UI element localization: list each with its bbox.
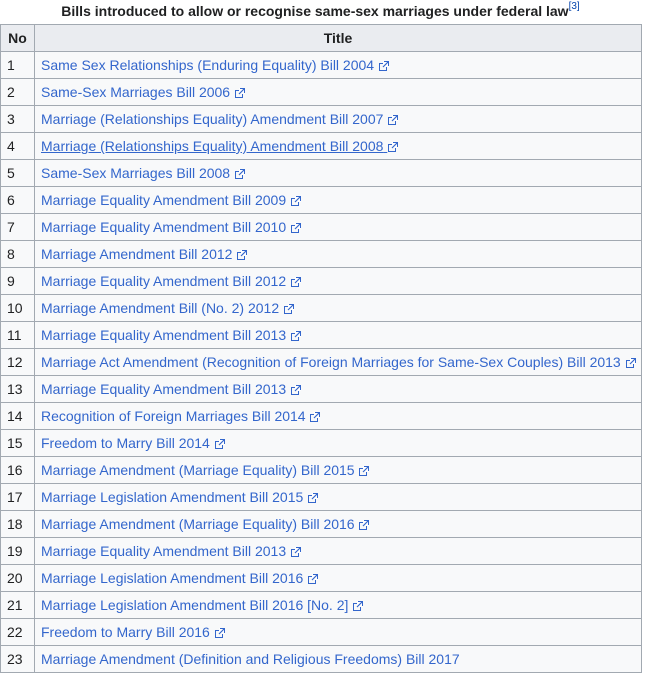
bill-title-link[interactable]: [41, 246, 247, 262]
bill-title-text: Marriage Legislation Amendment Bill 2016: [41, 570, 304, 586]
bill-number-cell: 4: [1, 133, 35, 160]
bill-title-text: Marriage Equality Amendment Bill 2012: [41, 273, 287, 289]
bill-title-cell: [35, 565, 642, 592]
bill-title-cell: [35, 619, 642, 646]
table-caption: [0, 0, 641, 24]
bill-title-cell: [35, 430, 642, 457]
table-row: [1, 79, 642, 106]
table-row: [1, 403, 642, 430]
bill-number-cell: 13: [1, 376, 35, 403]
bill-title-text: Marriage Equality Amendment Bill 2013: [41, 327, 287, 343]
column-header-title[interactable]: Title: [35, 25, 642, 52]
bill-title-cell: [35, 268, 642, 295]
external-link-icon: [291, 277, 301, 287]
table-row: [1, 565, 642, 592]
bill-title-cell: [35, 646, 642, 673]
bill-title-cell: [35, 349, 642, 376]
bill-number-cell: 19: [1, 538, 35, 565]
bill-title-link[interactable]: [41, 192, 301, 208]
external-link-icon: [359, 520, 369, 530]
table-row: [1, 241, 642, 268]
bill-title-cell: [35, 133, 642, 160]
external-link-icon: [308, 493, 318, 503]
bill-title-link[interactable]: [41, 516, 369, 532]
bill-number-cell: 15: [1, 430, 35, 457]
bill-title-cell: [35, 295, 642, 322]
bill-title-text: Marriage Act Amendment (Recognition of Foreign Marriages for Same-Sex Couples) Bill 2013: [41, 354, 621, 370]
table-row: [1, 160, 642, 187]
bill-title-text: Marriage Amendment Bill (No. 2) 2012: [41, 300, 280, 316]
bill-title-link[interactable]: [41, 489, 318, 505]
bill-title-cell: [35, 106, 642, 133]
bill-title-cell: [35, 241, 642, 268]
bill-title-text: Marriage (Relationships Equality) Amendment Bill 2008: [41, 138, 384, 154]
table-row: [1, 538, 642, 565]
bill-title-cell: [35, 187, 642, 214]
bill-title-text: Same-Sex Marriages Bill 2008: [41, 165, 231, 181]
external-link-icon: [388, 142, 398, 152]
bill-title-text: Marriage (Relationships Equality) Amendment Bill 2007: [41, 111, 384, 127]
bill-number-cell: 3: [1, 106, 35, 133]
bill-title-cell: [35, 52, 642, 79]
bill-title-link[interactable]: [41, 138, 398, 154]
bill-title-text: Marriage Legislation Amendment Bill 2015: [41, 489, 304, 505]
external-link-icon: [284, 304, 294, 314]
bill-title-cell: [35, 457, 642, 484]
bill-title-link[interactable]: [41, 111, 398, 127]
external-link-icon: [291, 547, 301, 557]
bill-number-cell: 5: [1, 160, 35, 187]
bill-title-text: Freedom to Marry Bill 2014: [41, 435, 210, 451]
bill-title-text: Marriage Equality Amendment Bill 2010: [41, 219, 287, 235]
external-link-icon: [215, 628, 225, 638]
external-link-icon: [359, 466, 369, 476]
citation-ref-link[interactable]: [3]: [568, 1, 580, 12]
bill-title-cell: [35, 322, 642, 349]
external-link-icon: [388, 115, 398, 125]
bill-title-link[interactable]: [41, 462, 369, 478]
external-link-icon: [291, 331, 301, 341]
bill-title-text: Marriage Equality Amendment Bill 2013: [41, 381, 287, 397]
bill-number-cell: 8: [1, 241, 35, 268]
table-row: [1, 295, 642, 322]
bill-title-cell: [35, 592, 642, 619]
external-link-icon: [308, 574, 318, 584]
bill-title-link[interactable]: [41, 165, 245, 181]
table-row: [1, 133, 642, 160]
bill-title-link[interactable]: [41, 408, 320, 424]
bill-title-text: Recognition of Foreign Marriages Bill 2014: [41, 408, 306, 424]
table-header-row: [1, 25, 642, 52]
external-link-icon: [215, 439, 225, 449]
bill-title-link[interactable]: [41, 435, 225, 451]
bill-title-cell: [35, 214, 642, 241]
external-link-icon: [235, 88, 245, 98]
bill-title-cell: [35, 376, 642, 403]
bill-title-cell: [35, 511, 642, 538]
bill-number-cell: 10: [1, 295, 35, 322]
bills-table: [0, 24, 642, 673]
bill-number-cell: 14: [1, 403, 35, 430]
table-row: [1, 106, 642, 133]
bill-number-cell: 11: [1, 322, 35, 349]
table-row: [1, 376, 642, 403]
bill-title-link[interactable]: [41, 57, 389, 73]
bill-title-link[interactable]: [41, 273, 301, 289]
bill-title-text: Marriage Equality Amendment Bill 2009: [41, 192, 287, 208]
table-row: [1, 619, 642, 646]
bill-number-cell: 17: [1, 484, 35, 511]
bill-title-text: Freedom to Marry Bill 2016: [41, 624, 210, 640]
caption-text: Bills introduced to allow or recognise same-sex marriages under federal law: [61, 3, 569, 19]
table-row: [1, 592, 642, 619]
bill-title-link[interactable]: [41, 354, 636, 370]
bill-title-link[interactable]: [41, 651, 460, 667]
table-row: [1, 187, 642, 214]
bill-title-link[interactable]: [41, 300, 294, 316]
bill-title-text: Same-Sex Marriages Bill 2006: [41, 84, 231, 100]
bill-title-cell: [35, 79, 642, 106]
bill-title-text: Marriage Amendment (Marriage Equality) Bill 2016: [41, 516, 355, 532]
bill-title-cell: [35, 403, 642, 430]
table-row: [1, 511, 642, 538]
bill-title-text: Marriage Equality Amendment Bill 2013: [41, 543, 287, 559]
bill-number-cell: 2: [1, 79, 35, 106]
bill-number-cell: 21: [1, 592, 35, 619]
external-link-icon: [310, 412, 320, 422]
external-link-icon: [379, 61, 389, 71]
bill-number-cell: 20: [1, 565, 35, 592]
bill-title-link[interactable]: [41, 84, 245, 100]
table-row: [1, 52, 642, 79]
bill-title-link[interactable]: [41, 597, 363, 613]
table-row: [1, 646, 642, 673]
bill-title-text: Marriage Legislation Amendment Bill 2016 [No. 2]: [41, 597, 349, 613]
bill-title-link[interactable]: [41, 327, 301, 343]
bill-title-link[interactable]: [41, 381, 301, 397]
bill-title-cell: [35, 484, 642, 511]
bill-number-cell: 18: [1, 511, 35, 538]
bill-title-cell: [35, 160, 642, 187]
bill-number-cell: 16: [1, 457, 35, 484]
bill-title-text: Marriage Amendment (Definition and Religious Freedoms) Bill 2017: [41, 651, 460, 667]
table-row: [1, 214, 642, 241]
column-header-no[interactable]: No: [1, 25, 35, 52]
external-link-icon: [291, 385, 301, 395]
bill-number-cell: 12: [1, 349, 35, 376]
table-row: [1, 430, 642, 457]
external-link-icon: [237, 250, 247, 260]
bill-number-cell: 7: [1, 214, 35, 241]
bill-number-cell: 6: [1, 187, 35, 214]
bill-title-text: Marriage Amendment Bill 2012: [41, 246, 233, 262]
bill-title-link[interactable]: [41, 219, 301, 235]
table-row: [1, 349, 642, 376]
bill-number-cell: 22: [1, 619, 35, 646]
table-row: [1, 457, 642, 484]
bill-title-text: Marriage Amendment (Marriage Equality) Bill 2015: [41, 462, 355, 478]
external-link-icon: [626, 358, 636, 368]
bill-title-link[interactable]: [41, 624, 225, 640]
bill-title-cell: [35, 538, 642, 565]
external-link-icon: [291, 223, 301, 233]
external-link-icon: [291, 196, 301, 206]
bill-title-link[interactable]: [41, 570, 318, 586]
table-row: [1, 484, 642, 511]
table-row: [1, 268, 642, 295]
external-link-icon: [353, 601, 363, 611]
bill-title-link[interactable]: [41, 543, 301, 559]
bill-title-text: Same Sex Relationships (Enduring Equality) Bill 2004: [41, 57, 375, 73]
table-row: [1, 322, 642, 349]
bill-number-cell: 9: [1, 268, 35, 295]
table-body: [1, 52, 642, 673]
bill-number-cell: 1: [1, 52, 35, 79]
bill-number-cell: 23: [1, 646, 35, 673]
external-link-icon: [235, 169, 245, 179]
